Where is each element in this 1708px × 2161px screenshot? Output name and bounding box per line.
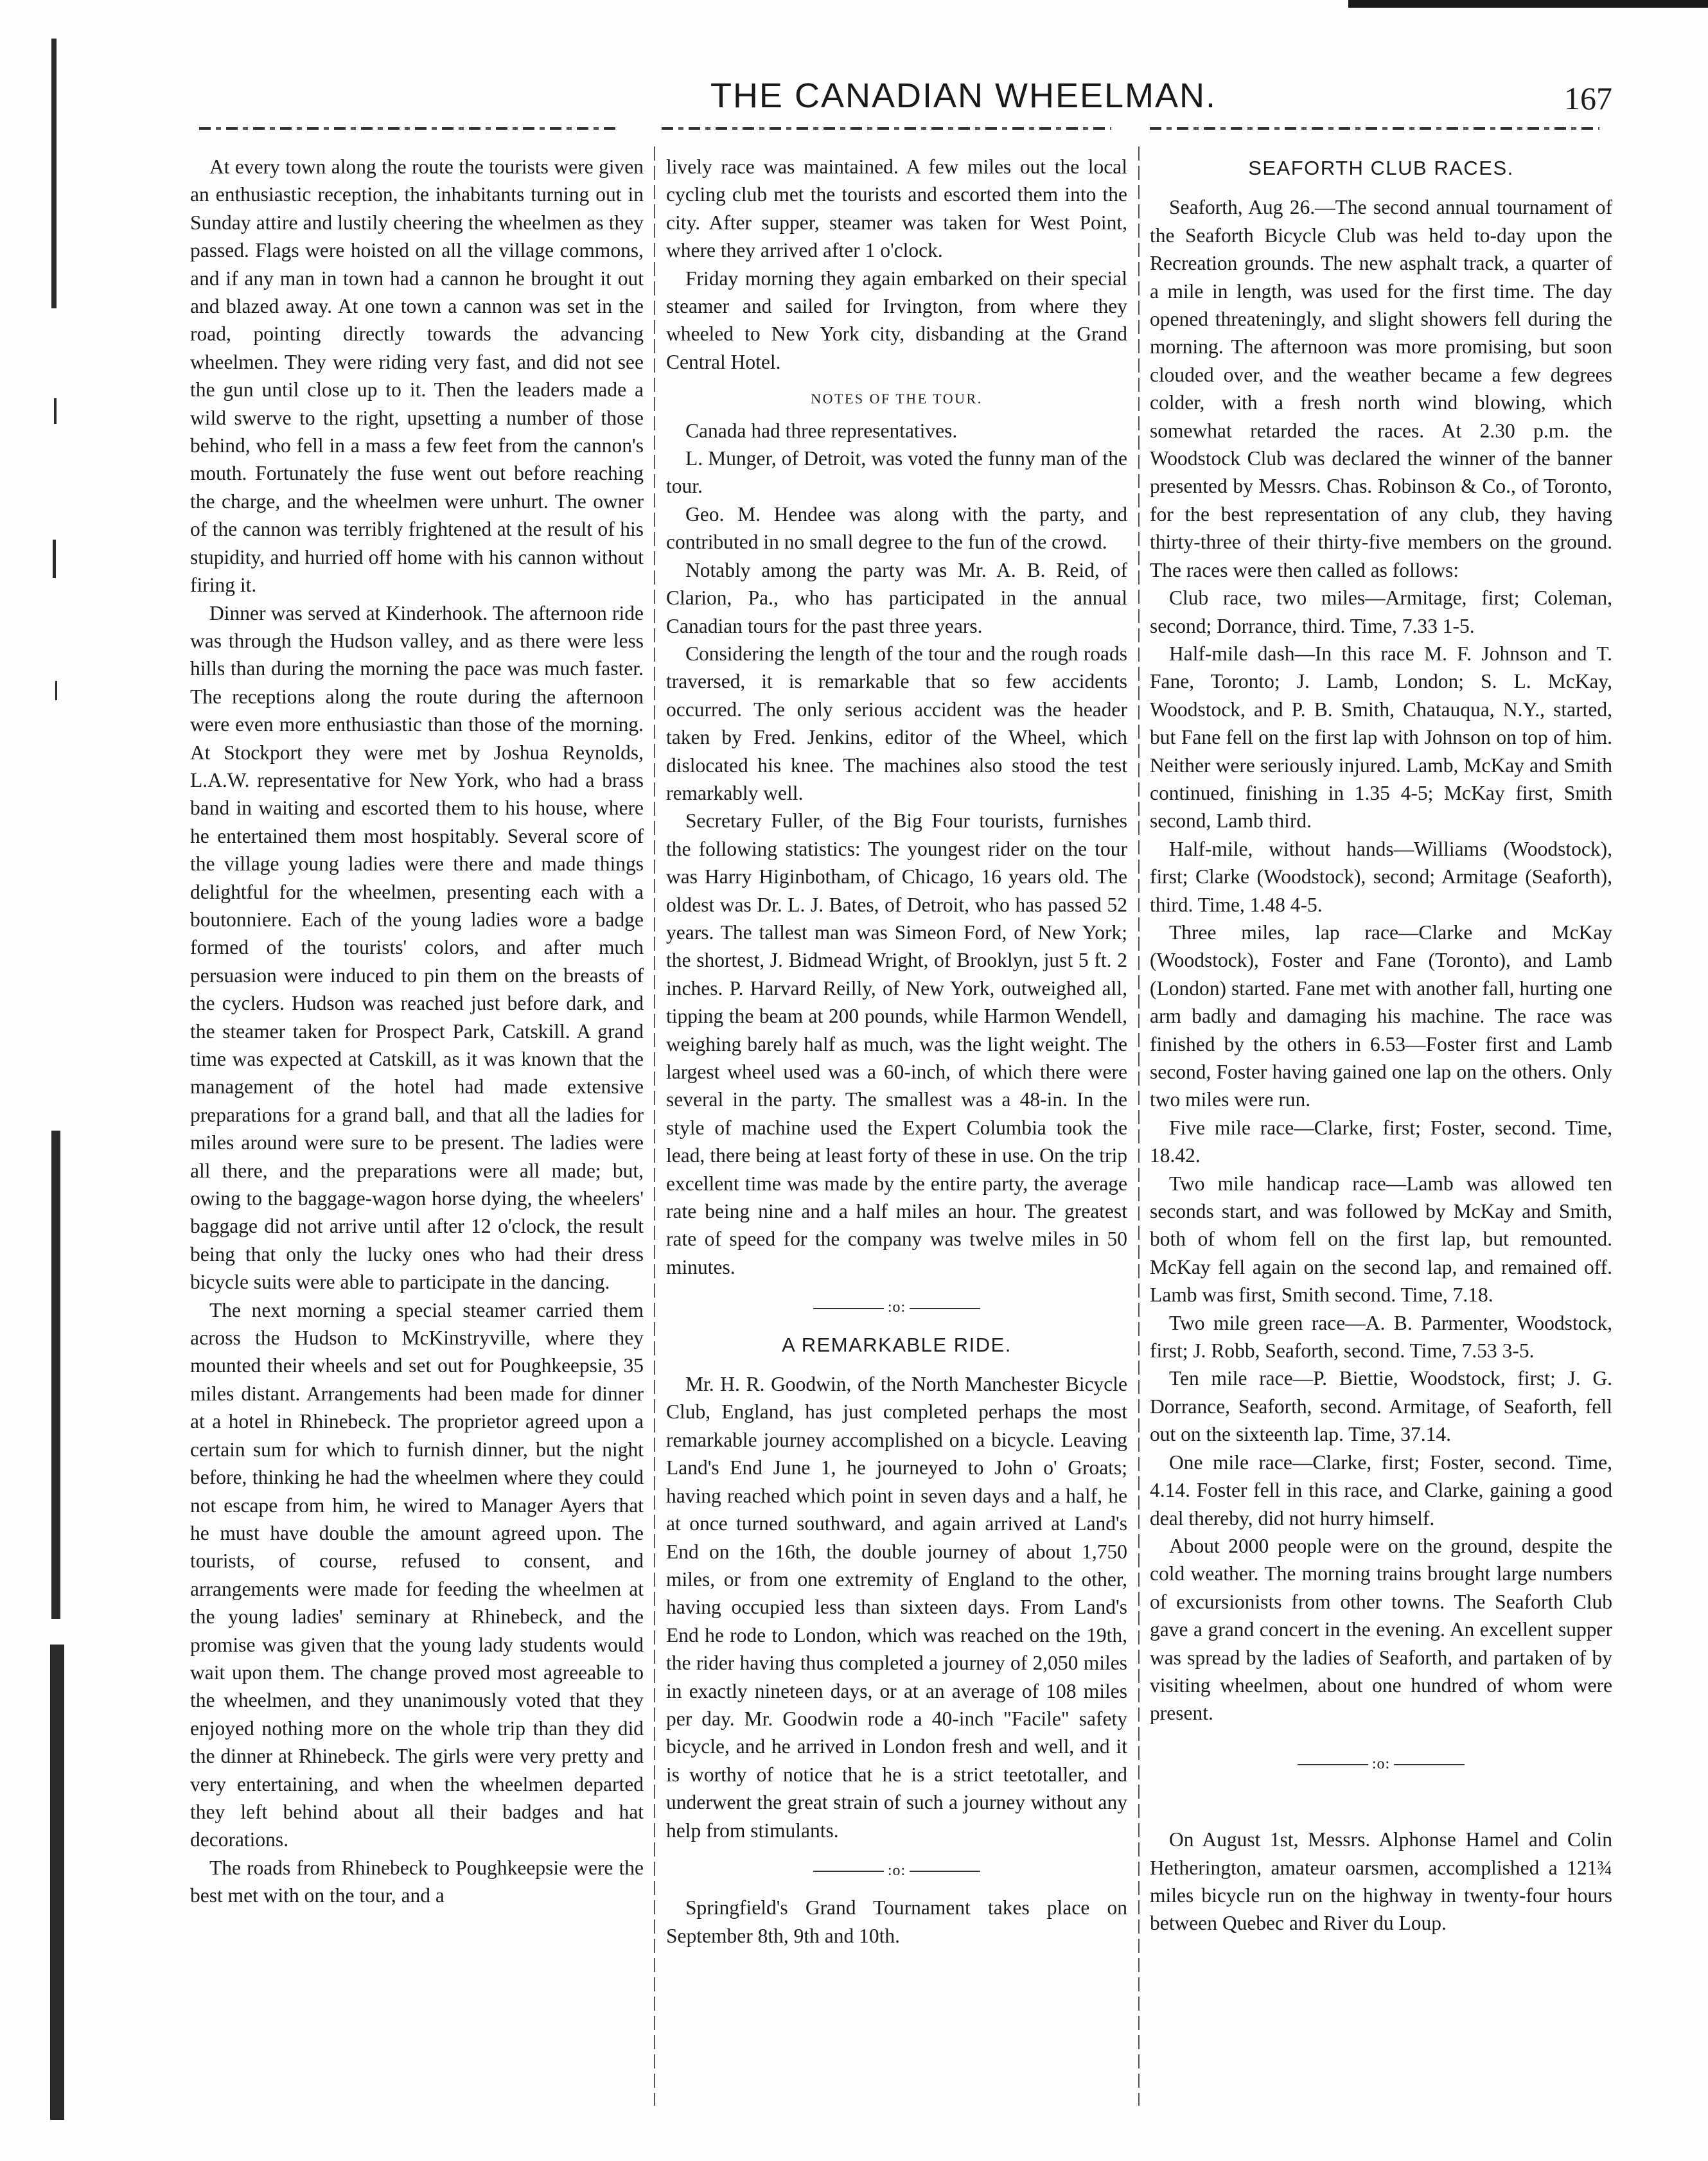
race-result: Half-mile, without hands—Williams (Woodstock), first; Clarke (Woodstock), second; Armitage (Seaforth), third. Time, 1.48 4-5. bbox=[1150, 837, 1612, 916]
article-paragraph: On August 1st, Messrs. Alphonse Hamel and Colin Hetherington, amateur oarsmen, accomplished a 121¾ miles bicycle run on the highway in twenty-four hours between Quebec and River du Loup. bbox=[1150, 1828, 1612, 1935]
column-3 bbox=[1150, 153, 1612, 1937]
section-separator: :o: bbox=[1150, 1751, 1612, 1778]
article-paragraph: The roads from Rhinebeck to Poughkeepsie were the best met with on the tour, and a bbox=[190, 1856, 644, 1907]
masthead bbox=[186, 76, 1612, 134]
race-result: Ten mile race—P. Biettie, Woodstock, first; J. G. Dorrance, Seaforth, second. Armitage, of Seaforth, fell out on the sixteenth lap. Time, 37.14. bbox=[1150, 1367, 1612, 1446]
races-heading: SEAFORTH CLUB RACES. bbox=[1248, 157, 1514, 179]
article-paragraph: At every town along the route the tourists were given an enthusiastic reception, the inhabitants turning out in Sunday attire and lustily cheering the wheelmen as they passed. Flags were hoisted on all the village commons, and if any man in town had a cannon he brought it out and blazed away. At one town a cannon was set in the road, pointing directly towards the advancing wheelmen. They were riding very fast, and did not see the gun until close up to it. Then the leaders made a wild swerve to the right, upsetting a number of those behind, who fell in a mass a few feet from the cannon's mouth. Fortunately the fuse went out before reaching the charge, and the wheelmen were unhurt. The owner of the cannon was terribly frightened at the result of his stupidity, and hurried off home with his cannon without firing it. bbox=[190, 155, 644, 597]
article-paragraph: Seaforth, Aug 26.—The second annual tournament of the Seaforth Bicycle Club was held to-day upon the Recreation grounds. The new asphalt track, a quarter of a mile in length, was used for the first time. The day opened threateningly, and slight showers fell during the morning. The afternoon was more promising, but soon clouded over, and the weather became a few degrees colder, with a fresh north wind blowing, which somewhat retarded the races. At 2.30 p.m. the Woodstock Club was declared the winner of the banner presented by Messrs. Chas. Robinson & Co., of Toronto, for the best representation of any club, they having thirty-three of their thirty-five members on the ground. The races were then called as follows: bbox=[1150, 196, 1612, 581]
race-result: Half-mile dash—In this race M. F. Johnson and T. Fane, Toronto; J. Lamb, London; S. L. McKay, Woodstock, and P. B. Smith, Chatauqua, N.Y., started, but Fane fell on the first lap with Johnson on top of him. Neither were seriously injured. Lamb, McKay and Smith continued, finishing in 1.35 4-5; McKay first, Smith second, Lamb third. bbox=[1150, 642, 1612, 833]
header-rule-left bbox=[199, 127, 617, 130]
publication-title: THE CANADIAN WHEELMAN. bbox=[710, 76, 1217, 115]
race-result: Five mile race—Clarke, first; Foster, second. Time, 18.42. bbox=[1150, 1116, 1612, 1167]
note-paragraph: Geo. M. Hendee was along with the party, and contributed in no small degree to the fun of the crowd. bbox=[666, 502, 1127, 554]
column-2 bbox=[666, 153, 1127, 1950]
article-paragraph: Dinner was served at Kinderhook. The afternoon ride was through the Hudson valley, and as there were less hills than during the morning the pace was much faster. The receptions along the route during the afternoon were even more enthusiastic than those of the morning. At Stockport they were met by Joshua Reynolds, L.A.W. representative for New York, who had a brass band in waiting and escorted them to his house, where he entertained them most hospitably. Several score of the village young ladies were there and made things delightful for the wheelmen, presenting each with a boutonniere. Each of the young ladies wore a badge formed of the tourists' colors, and after much persuasion were induced to pin them on the breasts of the cyclers. Hudson was reached just before dark, and the steamer taken for Prospect Park, Catskill. A grand time was expected at Catskill, as it was known that the management of the hotel had made extensive preparations for a grand ball, and that all the ladies for miles around were sure to be present. The ladies were all there, and the preparations were all made; but, owing to the baggage-wagon horse dying, the wheelers' baggage did not arrive until after 12 o'clock, the result being that only the lucky ones who had their dress bicycle suits were able to participate in the dancing. bbox=[190, 601, 644, 1294]
section-separator: :o: bbox=[666, 1294, 1127, 1321]
article-paragraph: About 2000 people were on the ground, despite the cold weather. The morning trains brought large numbers of excursionists from other towns. The Seaforth Club gave a grand concert in the evening. An excellent supper was spread by the ladies of Seaforth, and partaken of by visiting wheelmen, about one hundred of whom were present. bbox=[1150, 1534, 1612, 1725]
note-paragraph: Notably among the party was Mr. A. B. Reid, of Clarion, Pa., who has participated in the annual Canadian tours for the past three years. bbox=[666, 558, 1127, 637]
race-result: Three miles, lap race—Clarke and McKay (Woodstock), Foster and Fane (Toronto), and Lamb (London) started. Fane met with another fall, hurting one arm badly and damaging his machine. The race was finished by the others in 6.53—Foster first and Lamb second, Foster having gained one lap on the others. Only two miles were run. bbox=[1150, 921, 1612, 1111]
column-1 bbox=[190, 153, 644, 1910]
page-number: 167 bbox=[1564, 80, 1612, 116]
header-rule-middle bbox=[662, 127, 1111, 130]
section-separator: :o: bbox=[666, 1857, 1127, 1885]
header-rule-right bbox=[1150, 127, 1599, 130]
tournament-notice: Springfield's Grand Tournament takes place on September 8th, 9th and 10th. bbox=[666, 1896, 1127, 1947]
note-paragraph: Secretary Fuller, of the Big Four tourists, furnishes the following statistics: The youngest rider on the tour was Harry Higinbotham, of Chicago, 16 years old. The oldest was Dr. L. J. Bates, of Detroit, who has passed 52 years. The tallest man was Simeon Ford, of New York; the shortest, J. Bidmead Wright, of Brooklyn, just 5 ft. 2 inches. P. Harvard Reilly, of New York, outweighed all, tipping the beam at 200 pounds, while Harmon Wendell, weighing barely half as much, was the light weight. The largest wheel used was a 60-inch, of which there were several in the party. The smallest was a 48-in. In the style of machine used the Expert Columbia took the lead, there being at least forty of these in use. On the trip excellent time was made by the entire party, the average rate being nine and a half miles an hour. The greatest rate of speed for the company was twelve miles in 50 minutes. bbox=[666, 809, 1127, 1278]
scan-edge-bar bbox=[1348, 0, 1708, 8]
article-paragraph: The next morning a special steamer carried them across the Hudson to McKinstryville, where they mounted their wheels and set out for Poughkeepsie, 35 miles distant. Arrangements had been made for dinner at a hotel in Rhinebeck. The proprietor agreed upon a certain sum for which to furnish dinner, but the night before, thinking he had the wheelmen where they could not escape from him, he wired to Manager Ayers that he must have double the amount agreed upon. The tourists, of course, refused to consent, and arrangements were made for feeding the wheelmen at the young ladies' seminary at Rhinebeck, and the promise was given that the young lady students would wait upon them. The change proved most agreeable to the wheelmen, and they unanimously voted that they enjoyed nothing more on the whole trip than they did the dinner at Rhinebeck. The girls were very pretty and very entertaining, and when the wheelmen departed they left behind about all their badges and hat decorations. bbox=[190, 1298, 644, 1851]
note-paragraph: Considering the length of the tour and the rough roads traversed, it is remarkable that so few accidents occurred. The only serious accident was the header taken by Fred. Jenkins, editor of the Wheel, which dislocated his knee. The machines also stood the test remarkably well. bbox=[666, 642, 1127, 804]
ride-heading: A REMARKABLE RIDE. bbox=[782, 1333, 1012, 1356]
note-paragraph: Canada had three representatives. bbox=[685, 419, 958, 442]
column-divider bbox=[1138, 146, 1140, 2106]
article-paragraph: Friday morning they again embarked on their special steamer and sailed for Irvington, from where they wheeled to New York city, disbanding at the Grand Central Hotel. bbox=[666, 267, 1127, 373]
race-result: Club race, two miles—Armitage, first; Coleman, second; Dorrance, third. Time, 7.33 1-5. bbox=[1150, 587, 1612, 637]
column-divider bbox=[654, 146, 655, 2106]
scan-left-edge bbox=[45, 39, 71, 2133]
notes-heading: NOTES OF THE TOUR. bbox=[811, 391, 983, 407]
race-result: Two mile green race—A. B. Parmenter, Woodstock, first; J. Robb, Seaforth, second. Time, 7.53 3-5. bbox=[1150, 1311, 1612, 1363]
race-result: One mile race—Clarke, first; Foster, second. Time, 4.14. Foster fell in this race, and Clarke, gaining a good deal thereby, did not hurry himself. bbox=[1150, 1451, 1612, 1530]
article-paragraph: lively race was maintained. A few miles out the local cycling club met the tourists and escorted them into the city. After supper, steamer was taken for West Point, where they arrived after 1 o'clock. bbox=[666, 155, 1127, 262]
article-paragraph: Mr. H. R. Goodwin, of the North Manchester Bicycle Club, England, has just completed perhaps the most remarkable journey accomplished on a bicycle. Leaving Land's End June 1, he journeyed to John o' Groats; having reached which point in seven days and a half, he at once turned southward, and again arrived at Land's End on the 16th, the double journey of about 1,750 miles, or from one extremity of England to the other, having occupied less than sixteen days. From Land's End he rode to London, which was reached on the 19th, the rider having thus completed a journey of 2,050 miles in exactly nineteen days, or at an average of 108 miles per day. Mr. Goodwin rode a 40-inch "Facile" safety bicycle, and he arrived in London fresh and well, and it is worthy of notice that he is a strict teetotaller, and underwent the great strain of such a journey without any help from stimulants. bbox=[666, 1373, 1127, 1842]
race-result: Two mile handicap race—Lamb was allowed ten seconds start, and was followed by McKay and Smith, both of whom fell on the first lap, but remounted. McKay fell again on the second lap, and remained off. Lamb was first, Smith second. Time, 7.18. bbox=[1150, 1172, 1612, 1307]
note-paragraph: L. Munger, of Detroit, was voted the funny man of the tour. bbox=[666, 447, 1127, 498]
